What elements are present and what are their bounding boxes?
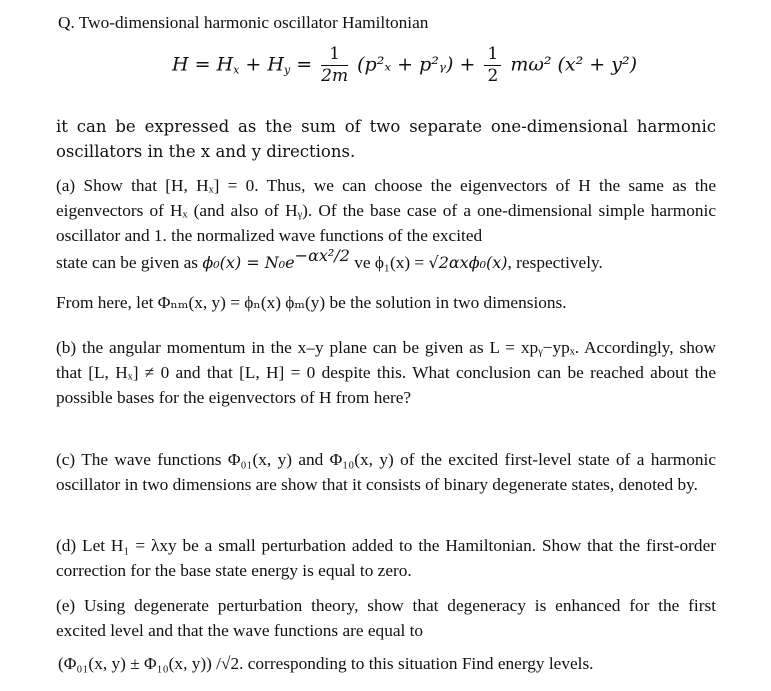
phi0-expression: ϕ₀(x) = N₀e bbox=[202, 253, 295, 272]
eq-momentum-term: (p²ₓ + p²ᵧ) + bbox=[357, 53, 476, 76]
phi1-rhs: √2αxϕ₀(x) bbox=[428, 253, 508, 272]
eq-sub-x: x bbox=[233, 63, 240, 77]
eq-lhs: H = H bbox=[172, 53, 234, 76]
intro-paragraph: it can be expressed as the sum of two separate one-dimensional harmonic oscillators in the x and y directions. bbox=[56, 117, 716, 161]
part-c-paragraph: (c) The wave functions Φ₀₁(x, y) and Φ₁₀(x, y) of the excited first-level state of a harmonic oscillator in two dimensions are show that it consists of binary degenerate states, denoted by. bbox=[56, 450, 716, 494]
eq-plus: + H bbox=[239, 53, 284, 76]
eq-potential-term: mω² (x² + y²) bbox=[510, 53, 637, 76]
eq-fraction-one-over-2m bbox=[321, 44, 348, 87]
part-a-solution-line: From here, let Φₙₘ(x, y) = ϕₙ(x) ϕₘ(y) be the solution in two dimensions. bbox=[56, 293, 567, 312]
eq-equals: = bbox=[290, 53, 319, 76]
part-b-paragraph: (b) the angular momentum in the x–y plane can be given as L = xpᵧ−ypₓ. Accordingly, show that [L, Hₓ] ≠ 0 and that [L, H] = 0 despite this. What conclusion can be reached about the possible bases for the eigenvectors of H from here? bbox=[56, 338, 716, 407]
part-a-wavefunction-line bbox=[56, 246, 716, 273]
hamiltonian-equation bbox=[172, 44, 652, 104]
frac2-denominator: 2 bbox=[487, 66, 499, 86]
part-d-paragraph: (d) Let H₁ = λxy be a small perturbation added to the Hamiltonian. Show that the first-order correction for the base state energy is equal to zero. bbox=[56, 536, 716, 580]
part-a-paragraph: (a) Show that [H, Hₓ] = 0. Thus, we can choose the eigenvectors of H the same as the eigenvectors of Hₓ (and also of Hᵧ). Of the base case of a one-dimensional simple harmonic oscillator and 1. the normalized wave functions of the excited bbox=[56, 176, 716, 245]
frac1-denominator: 2m bbox=[321, 66, 349, 86]
phi1-expression: ϕ₁(x) = bbox=[374, 253, 429, 272]
question-title: Q. Two-dimensional harmonic oscillator Hamiltonian bbox=[58, 13, 429, 32]
frac2-numerator: 1 bbox=[484, 44, 501, 66]
eq-fraction-one-half bbox=[484, 44, 501, 87]
final-wavefunction-line: (Φ₀₁(x, y) ± Φ₁₀(x, y)) /√2. corresponding to this situation Find energy levels. bbox=[58, 654, 594, 673]
line4-prefix: state can be given as bbox=[56, 253, 203, 272]
phi0-exponent: −αx²/2 bbox=[294, 246, 350, 265]
line4-suffix: , respectively. bbox=[507, 253, 603, 272]
ve-connector: ve bbox=[349, 253, 375, 272]
part-e-paragraph: (e) Using degenerate perturbation theory, show that degeneracy is enhanced for the first excited level and that the wave functions are equal to bbox=[56, 596, 716, 640]
eq-sub-y: y bbox=[283, 63, 291, 77]
frac1-numerator: 1 bbox=[321, 44, 348, 66]
